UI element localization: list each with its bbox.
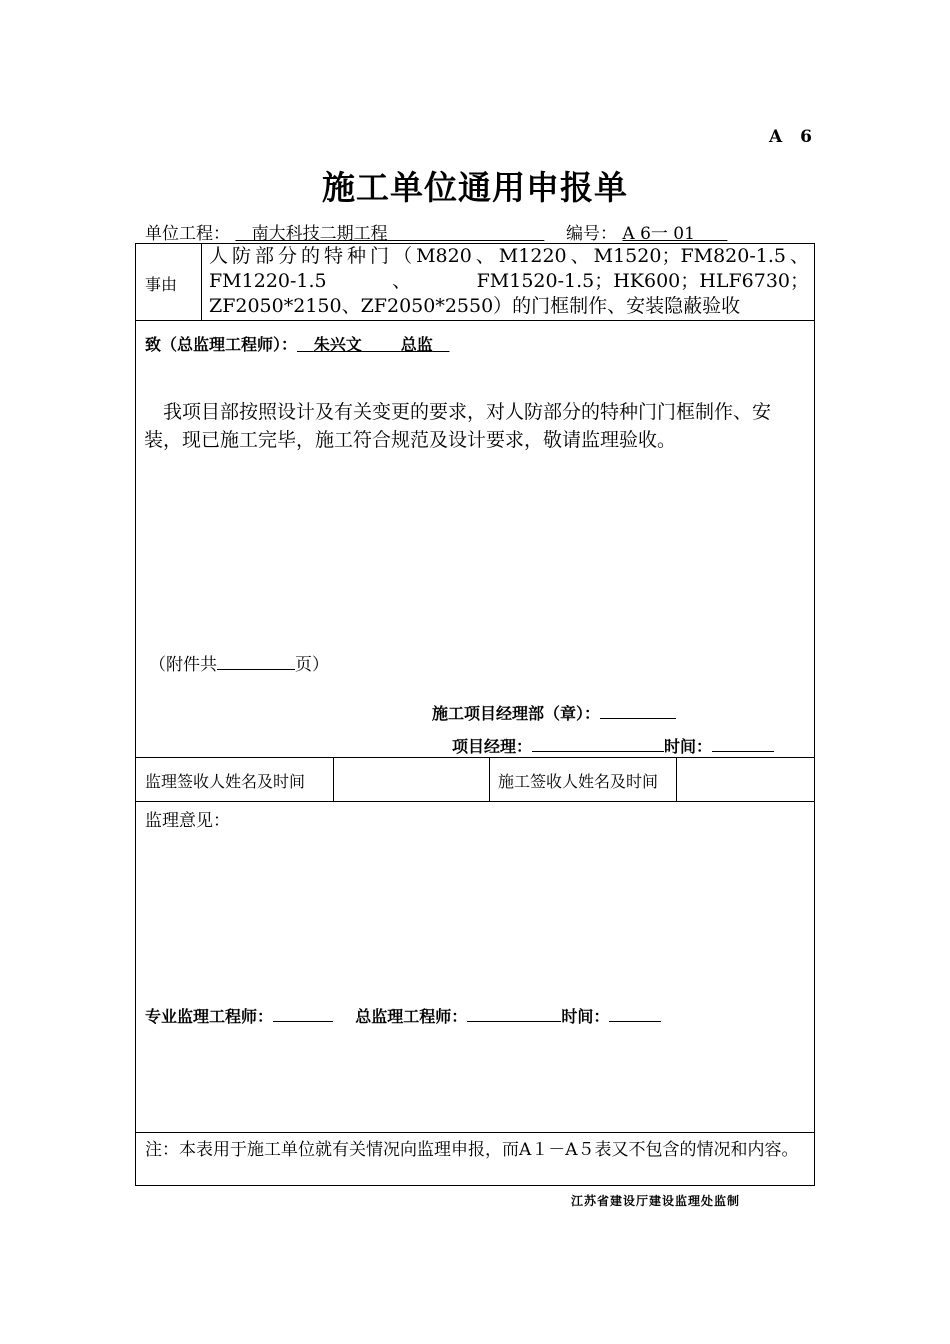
- manager-time-field[interactable]: [712, 735, 774, 752]
- opinion-signoff-line: [145, 1004, 661, 1027]
- issuer-credit: 江苏省建设厅建设监理处监制: [571, 1194, 741, 1208]
- chief-label: 总监理工程师：: [355, 1007, 468, 1026]
- supervisor-receipt-label: 监理签收人姓名及时间: [145, 772, 306, 791]
- receipt-divider-1: [333, 757, 334, 801]
- matter-text: 人防部分的特种门（M820、M1220、M1520；FM820-1.5、FM1220-1.5、FM1520-1.5；HK600；HLF6730；ZF2050*2150、ZF2050*2550）的门框制作、安装隐蔽验收: [209, 245, 809, 317]
- receipt-divider-2: [489, 757, 490, 801]
- rule-receipt: [136, 801, 814, 802]
- opinion-label: 监理意见：: [145, 811, 230, 831]
- dept-seal-field[interactable]: [600, 702, 676, 719]
- footnote: 注：本表用于施工单位就有关情况向监理申报，而A１－A５表又不包含的情况和内容。: [145, 1140, 799, 1160]
- addressee-line: [145, 332, 449, 355]
- form-code: A 6: [769, 127, 818, 147]
- form-table: [135, 243, 815, 1186]
- unit-project-line: [145, 219, 544, 244]
- rule-opinion: [136, 1132, 814, 1133]
- specialist-label: 专业监理工程师：: [145, 1007, 274, 1026]
- attachment-suffix: 页）: [295, 655, 329, 675]
- attachment-line: [149, 650, 329, 675]
- opinion-time-field[interactable]: [609, 1005, 661, 1022]
- chief-field[interactable]: [467, 1005, 561, 1022]
- form-number-value: A 6一 01: [622, 224, 695, 244]
- attachment-prefix: （附件共: [149, 655, 217, 675]
- manager-field[interactable]: [532, 735, 664, 752]
- page-title: 施工单位通用申报单: [322, 168, 628, 207]
- rule-matter: [136, 320, 814, 321]
- attachment-pages-field[interactable]: [217, 653, 295, 670]
- addressee-value: 朱兴文 总监: [313, 335, 433, 354]
- application-body: 我项目部按照设计及有关变更的要求，对人防部分的特种门门框制作、安装，现已施工完毕，施工符合规范及设计要求，敬请监理验收。: [144, 401, 772, 451]
- manager-time-label: 时间：: [664, 737, 713, 756]
- rule-application: [136, 757, 814, 758]
- dept-seal-line: [432, 701, 676, 724]
- contractor-receipt-label: 施工签收人姓名及时间: [498, 772, 659, 791]
- receipt-divider-3: [676, 757, 677, 801]
- opinion-time-label: 时间：: [561, 1007, 610, 1026]
- matter-label: 事由: [145, 275, 178, 294]
- unit-project-label: 单位工程：: [145, 224, 230, 244]
- matter-divider: [201, 244, 202, 320]
- form-number-line: [566, 219, 727, 244]
- dept-seal-label: 施工项目经理部（章）：: [432, 704, 601, 723]
- specialist-field[interactable]: [273, 1005, 333, 1022]
- form-number-label: 编号：: [566, 224, 617, 244]
- manager-line: [452, 734, 774, 757]
- unit-project-value: 南大科技二期工程: [251, 224, 388, 244]
- addressee-label: 致（总监理工程师）：: [145, 335, 298, 354]
- manager-label: 项目经理：: [452, 737, 533, 756]
